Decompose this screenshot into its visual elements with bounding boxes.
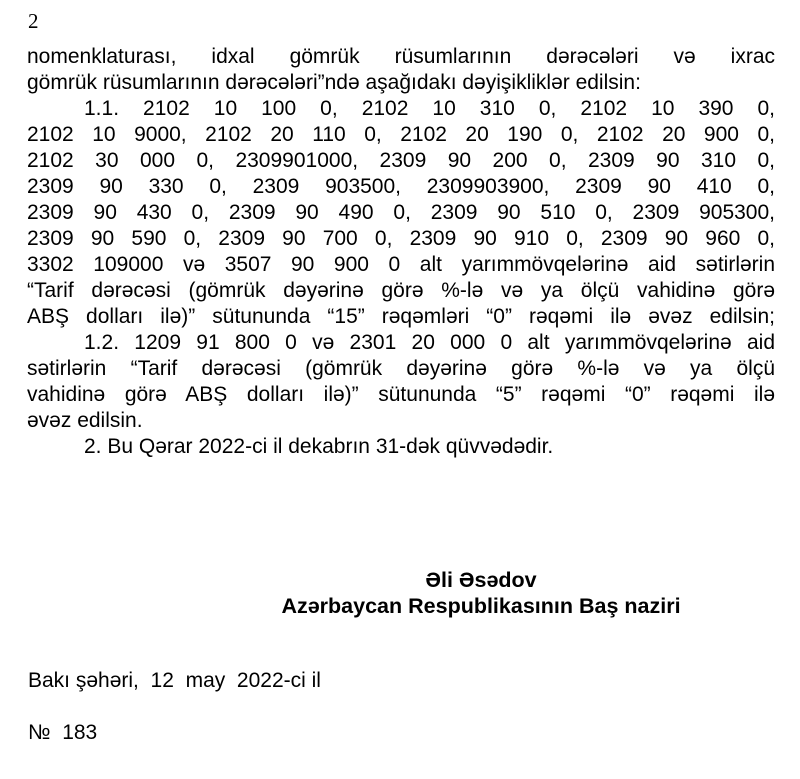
text-line: 2309 90 330 0, 2309 903500, 2309903900, 2309 90 410 0, <box>27 175 775 198</box>
text-line: nomenklaturası, idxal gömrük rüsumlarının dərəcələri və ixrac <box>27 45 775 68</box>
text-line: ABŞ dolları ilə)” sütununda “15” rəqəmləri “0” rəqəmi ilə əvəz edilsin; <box>27 305 775 328</box>
text-line: əvəz edilsin. <box>27 409 143 432</box>
text-line: 2. Bu Qərar 2022-ci il dekabrın 31-dək qüvvədədir. <box>84 435 554 458</box>
signatory-name: Əli Əsədov <box>425 568 537 592</box>
text-line: 2102 30 000 0, 2309901000, 2309 90 200 0, 2309 90 310 0, <box>27 149 775 172</box>
text-line: 1.1. 2102 10 100 0, 2102 10 310 0, 2102 10 390 0, <box>84 97 775 120</box>
text-line: 2309 90 430 0, 2309 90 490 0, 2309 90 510 0, 2309 905300, <box>27 201 775 224</box>
text-line: sətirlərin “Tarif dərəcəsi (gömrük dəyərinə görə %-lə və ya ölçü <box>27 357 775 380</box>
page-number: 2 <box>28 9 39 33</box>
text-line: 3302 109000 və 3507 90 900 0 alt yarımmövqelərinə aid sətirlərin <box>27 253 775 276</box>
text-line: 2102 10 9000, 2102 20 110 0, 2102 20 190 0, 2102 20 900 0, <box>27 123 775 146</box>
text-line: gömrük rüsumlarının dərəcələri”ndə aşağıdakı dəyişikliklər edilsin: <box>27 71 641 94</box>
signature-block <box>281 567 680 619</box>
text-line: 1.2. 1209 91 800 0 və 2301 20 000 0 alt yarımmövqelərinə aid <box>84 331 775 354</box>
place-date: Bakı şəhəri, 12 may 2022-ci il <box>28 669 321 692</box>
document-number: № 183 <box>28 721 98 744</box>
text-line: “Tarif dərəcəsi (gömrük dəyərinə görə %-lə və ya ölçü vahidinə görə <box>27 279 775 302</box>
document-body <box>27 44 775 460</box>
text-line: 2309 90 590 0, 2309 90 700 0, 2309 90 910 0, 2309 90 960 0, <box>27 227 775 250</box>
text-line: vahidinə görə ABŞ dolları ilə)” sütununda “5” rəqəmi “0” rəqəmi ilə <box>27 383 775 406</box>
signatory-title: Azərbaycan Respublikasının Baş naziri <box>281 594 681 618</box>
